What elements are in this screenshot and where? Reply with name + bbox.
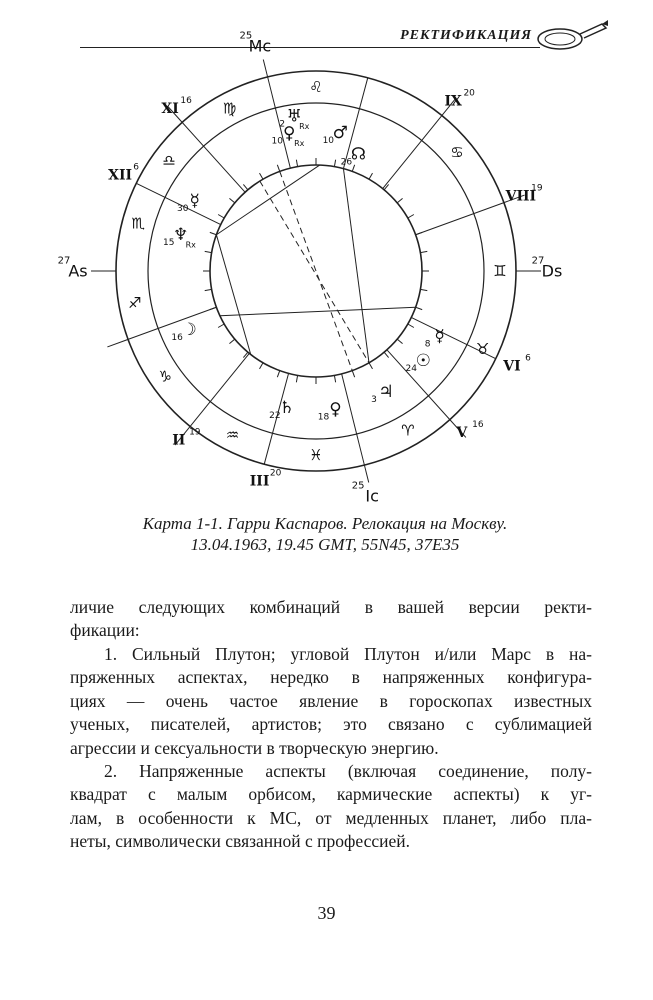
degree-tick — [352, 371, 354, 378]
venus-degree: 18 — [317, 412, 330, 423]
zodiac-sign-icon: ♏ — [131, 214, 145, 233]
house-degree: 19 — [531, 183, 543, 194]
zodiac-sign-icon: ♈ — [401, 421, 415, 440]
moon-icon: ☽ — [181, 320, 197, 341]
neptune-icon: ♆ — [173, 224, 189, 245]
degree-tick — [334, 375, 335, 382]
text-line: агрессии и сексуальности в творческую энергию. — [70, 737, 439, 758]
degree-tick — [218, 215, 224, 219]
text-line: фикации: — [70, 620, 140, 641]
degree-tick — [352, 165, 354, 172]
axis-extension — [364, 465, 368, 482]
angle-as-label: As — [68, 261, 88, 281]
degree-tick — [260, 363, 264, 369]
degree-tick — [296, 375, 297, 382]
house-numeral: II — [172, 432, 186, 449]
house-numeral: XII — [108, 167, 133, 184]
cusp-line — [190, 353, 249, 426]
degree-tick — [416, 307, 423, 309]
figure-caption-data: 13.04.1963, 19.45 GMT, 55N45, 37E35 — [190, 535, 460, 554]
sun-icon: ☉ — [415, 350, 431, 371]
house-degree: 6 — [133, 162, 139, 173]
text-line: личие следующих комбинаций в вашей версии ректи- — [70, 597, 592, 617]
text-line: пряженных аспектах, нередко в напряженных конфигура- — [70, 667, 592, 688]
degree-tick — [210, 307, 217, 309]
degree-tick — [408, 215, 414, 219]
paragraph-intro — [70, 596, 592, 643]
saturn-degree: 22 — [269, 410, 281, 421]
house-degree: 16 — [180, 95, 192, 106]
house-numeral: IX — [444, 93, 462, 110]
text-line: циях — очень частое явление в гороскопах известных — [70, 690, 592, 711]
neptune-degree: 15 — [163, 237, 175, 248]
zodiac-sign-icon: ♉ — [476, 339, 490, 358]
zodiac-sign-icon: ♋ — [450, 143, 464, 162]
angle-ic-degree: 25 — [351, 480, 365, 492]
house-degree: 16 — [472, 420, 484, 431]
degree-tick — [229, 198, 234, 202]
degree-tick — [210, 232, 217, 234]
degree-tick — [369, 363, 373, 369]
jupiter-icon: ♃ — [378, 382, 394, 403]
zodiac-sign-icon: ♍ — [222, 99, 237, 118]
degree-tick — [205, 251, 212, 252]
text-line: 2. Напряженные аспекты (включая соединение, полу- — [104, 761, 592, 781]
paragraph-item-1 — [70, 643, 592, 760]
saturn-icon: ♄ — [279, 397, 295, 418]
house-degree: 20 — [269, 468, 282, 479]
chiron-degree: 30 — [177, 204, 189, 214]
uranus-retrograde: Rx — [299, 122, 310, 132]
aspect-line — [343, 169, 369, 363]
house-numeral: V — [456, 425, 468, 442]
degree-tick — [218, 324, 224, 328]
degree-tick — [384, 352, 388, 357]
cusp-line — [416, 203, 504, 235]
angle-ds-label: Ds — [541, 261, 563, 281]
degree-tick — [205, 289, 212, 290]
degree-tick — [296, 160, 297, 167]
house-degree: 6 — [525, 353, 531, 364]
angle-ds-degree: 27 — [531, 255, 545, 267]
lute-icon — [532, 18, 610, 54]
cusp-line — [383, 116, 442, 189]
running-header-title: РЕКТИФИКАЦИЯ — [400, 28, 532, 43]
degree-tick — [420, 251, 427, 252]
aspect-line — [220, 307, 416, 316]
aspect-lines — [216, 165, 415, 371]
chiron-icon: ☿ — [189, 191, 200, 211]
north-node-icon: ☊ — [350, 144, 366, 165]
zodiac-sign-icon: ♌ — [309, 78, 323, 96]
venus-icon: ♀ — [329, 399, 342, 420]
uranus-degree: 2 — [279, 119, 286, 130]
angle-mc-label: Mc — [248, 36, 272, 56]
angle-mc-degree: 25 — [239, 30, 253, 42]
angle-ic-label: Ic — [365, 486, 379, 506]
zodiac-sign-icon: ♎ — [162, 151, 176, 170]
degree-tick — [229, 339, 234, 343]
zodiac-sign-icon: ♓ — [309, 446, 323, 464]
house-degree: 20 — [463, 88, 475, 99]
degree-tick — [277, 165, 279, 172]
axis-extension — [263, 59, 267, 76]
cusp-line — [342, 374, 365, 465]
zodiac-sign-icon: ♑ — [158, 367, 173, 386]
degree-tick — [397, 198, 402, 202]
text-line: лам, в особенности к МС, от медленных планет, либо пла- — [70, 807, 592, 828]
page-number: 39 — [317, 903, 336, 923]
degree-tick — [243, 184, 247, 189]
text-line: ученых, писателей, артистов; это связано с сублимацией — [70, 714, 592, 735]
aspect-line — [280, 171, 353, 370]
north-node-degree: 26 — [340, 157, 353, 168]
zodiac-sign-icon: ♐ — [128, 293, 142, 312]
figure-caption-title: Карта 1-1. Гарри Каспаров. Релокация на Москву. — [142, 514, 508, 533]
running-header — [80, 18, 610, 54]
degree-tick — [334, 160, 335, 167]
pluto-icon: ♀ — [283, 123, 296, 144]
paragraph-item-2 — [70, 760, 592, 854]
mercury-degree: 8 — [424, 339, 431, 350]
sun-degree: 24 — [405, 363, 417, 374]
text-line: квадрат с малым орбисом, кармические аспекты) к уг- — [70, 784, 592, 805]
zodiac-sign-icon: ♊ — [493, 262, 507, 280]
degree-tick — [420, 289, 427, 290]
mars-degree: 10 — [322, 136, 335, 147]
degree-tick — [408, 324, 414, 328]
moon-degree: 16 — [171, 333, 183, 344]
angle-as-degree: 27 — [57, 255, 71, 267]
house-numeral: III — [249, 473, 270, 490]
mercury-icon: ☿ — [434, 326, 445, 347]
text-line: 1. Сильный Плутон; угловой Плутон и/или Марс в на- — [104, 644, 592, 664]
zodiac-sign-icon: ♒ — [225, 425, 240, 444]
house-numeral: VIII — [505, 188, 537, 205]
jupiter-degree: 3 — [371, 395, 377, 406]
degree-tick — [397, 339, 402, 343]
mars-icon: ♂ — [332, 123, 348, 144]
aspect-line — [260, 181, 369, 363]
pluto-degree: 10 — [271, 136, 284, 147]
degree-tick — [416, 232, 423, 234]
degree-tick — [369, 173, 373, 179]
house-numeral: XI — [161, 100, 179, 117]
text-line: неты, символически связанной с профессией. — [70, 831, 410, 852]
degree-tick — [260, 173, 264, 179]
house-numeral: VI — [503, 358, 521, 375]
neptune-retrograde: Rx — [185, 240, 196, 250]
house-degree: 19 — [189, 427, 201, 438]
pluto-retrograde: Rx — [294, 139, 305, 149]
axis-extension — [107, 339, 128, 347]
uranus-icon: ♅ — [286, 106, 302, 127]
degree-tick — [277, 371, 279, 378]
header-rule — [80, 47, 540, 48]
